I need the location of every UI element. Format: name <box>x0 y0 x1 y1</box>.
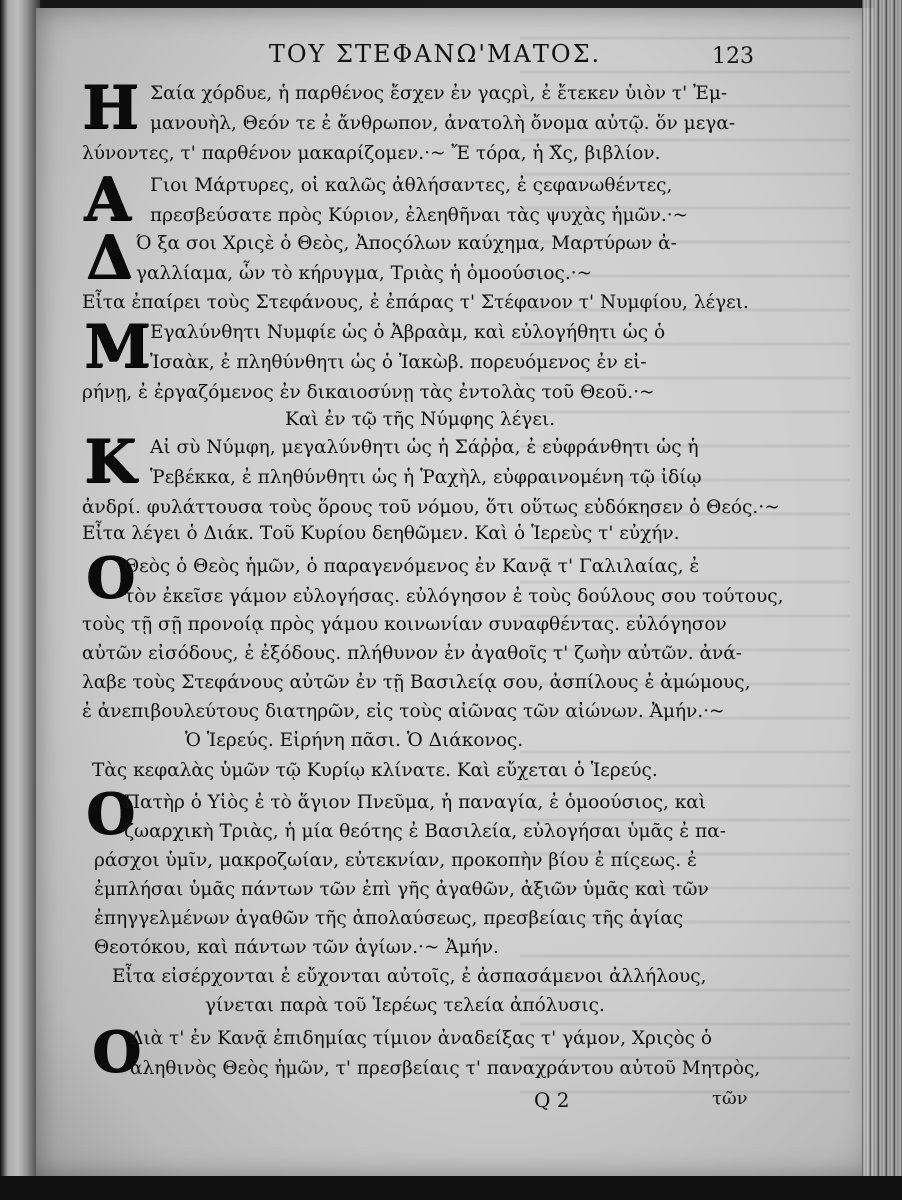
text-line-17: Θεὸς ὁ Θεὸς ἡμῶν, ὁ παραγενόμενος ἐν Κανᾷ τ' Γαλιλαίας, ἐ <box>124 556 700 577</box>
text-line-5: πρεσβεύσατε πρὸς Κύριον, ἐλεηθῆναι τὰς ψυχὰς ἡμῶν.·~ <box>150 205 689 226</box>
text-line-18: τὸν ἐκεῖσε γάμον εὐλογήσας. εὐλόγησον ἐ τοὺς δούλους σου τούτους, <box>124 586 784 607</box>
text-line-10: Ἰσαὰκ, ἐ πληθύνθητι ὡς ὁ Ἰακὼβ. πορευόμενος ἐν εἰ- <box>150 352 647 373</box>
rubric-line-32: γίνεται παρὰ τοῦ Ἱερέως τελεία ἀπόλυσις. <box>205 995 605 1016</box>
text-line-25: Πατὴρ ὁ Υἱὸς ἐ τὸ ἅγιον Πνεῦμα, ἡ παναγία, ἐ ὁμοούσιος, καὶ <box>124 792 707 813</box>
drop-cap-mu: Μ <box>84 312 151 382</box>
text-line-19: τοὺς τῇ σῇ προνοίᾳ πρὸς γάμου κοινωνίαν συναφθέντας. εὐλόγησον <box>82 614 727 635</box>
text-line-3: λύνοντες, τ' παρθένον μακαρίζομεν.·~ Ἔ τόρα, ἡ Χ̃ς, βιβλίον. <box>82 143 661 164</box>
text-line-26: ζωαρχικὴ Τριὰς, ἡ μία θεότης ἐ Βασιλεία, εὐλογήσαι ὑμᾶς ἐ πα- <box>124 821 726 842</box>
text-line-21: λαβε τοὺς Στεφάνους αὐτῶν ἐν τῇ Βασιλείᾳ σου, ἀσπίλους ἐ ἀμώμους, <box>82 672 751 693</box>
text-line-11: ρήνῃ, ἐ ἐργαζόμενος ἐν δικαιοσύνῃ τὰς ἐντολὰς τοῦ Θεοῦ.·~ <box>82 382 655 403</box>
page-number: 123 <box>712 44 754 69</box>
text-line-30: Θεοτόκου, καὶ πάντων τῶν ἁγίων.·~ Ἀμήν. <box>94 937 499 958</box>
text-line-9: Εγαλύνθητι Νυμφίε ὡς ὁ Ἀβραὰμ, καὶ εὐλογήθητι ὡς ὁ <box>150 322 666 343</box>
drop-cap-kappa: Κ <box>84 427 137 497</box>
text-line-34: ἀληθινὸς Θεὸς ἡμῶν, τ' πρεσβείαις τ' παναχράντου αὐτοῦ Μητρὸς, <box>130 1058 761 1079</box>
drop-cap-alpha: Α <box>84 165 131 235</box>
text-line-4: Γιοι Μάρτυρες, οἱ καλῶς ἀθλήσαντες, ἐ ςεφανωθέντες, <box>150 175 673 196</box>
rubric-line-8: Εἶτα ἐπαίρει τοὺς Στεφάνους, ἐ ἐπάρας τ' Στέφανον τ' Νυμφίου, λέγει. <box>82 292 749 313</box>
rubric-line-12: Καὶ ἐν τῷ τῆς Νύμφης λέγει. <box>285 409 556 430</box>
drop-cap-omicron-1: Ο <box>86 545 135 611</box>
text-line-14: Ῥεβέκκα, ἐ πληθύνθητι ὡς ἡ Ῥαχὴλ, εὐφραινομένη τῷ ἰδίῳ <box>150 467 702 488</box>
drop-cap-omicron-3: Ο <box>92 1019 141 1085</box>
rubric-line-24: Τὰς κεφαλὰς ὑμῶν τῷ Κυρίῳ κλίνατε. Καὶ εὔχεται ὁ Ἱερεύς. <box>92 760 658 781</box>
running-header: ΤΟΥ ΣΤΕΦΑΝΩ'ΜΑΤΟΣ. <box>268 40 602 68</box>
page-stack-edge <box>862 0 902 1200</box>
text-line-15: ἀνδρί. φυλάττουσα τοὺς ὅρους τοῦ νόμου, ὅτι οὕτως εὐδόκησεν ὁ Θεός.·~ <box>82 497 780 518</box>
text-line-1: Σαία χόρδυε, ἡ παρθένος ἔσχεν ἐν γαςρὶ, ἐ ἔτεκεν ὑιὸν τ' Ἐμ- <box>150 83 728 104</box>
catchword: τῶν <box>712 1088 748 1109</box>
text-line-2: μανουὴλ, Θεόν τε ἐ ἄνθρωπον, ἀνατολὴ ὄνομα αὐτῷ. ὅν μεγα- <box>150 113 736 134</box>
drop-cap-omicron-2: Ο <box>86 781 135 847</box>
text-line-6: Ό ξα σοι Χριςὲ ὁ Θεὸς, Ἀποςόλων καύχημα, Μαρτύρων ἀ- <box>136 233 677 254</box>
rubric-line-31: Εἶτα εἰσέρχονται ἐ εὔχονται αὐτοῖς, ἐ ἀσπασάμενοι ἀλλήλους, <box>112 966 707 987</box>
drop-cap-delta: Δ <box>86 223 133 293</box>
previous-page-edge <box>0 0 40 1200</box>
rubric-line-16: Εἶτα λέγει ὁ Διάκ. Τοῦ Κυρίου δεηθῶμεν. Καὶ ὁ Ἱερεὺς τ' εὐχήν. <box>82 523 680 544</box>
text-line-7: γαλλίαμα, ὧν τὸ κήρυγμα, Τριὰς ἡ ὁμοούσιος.·~ <box>136 263 593 284</box>
text-line-29: ἐπηγγελμένων ἀγαθῶν τῆς ἀπολαύσεως, πρεσβείαις τῆς ἁγίας <box>94 908 684 929</box>
signature-mark: Q 2 <box>534 1088 570 1112</box>
text-line-13: Αἰ σὺ Νύμφη, μεγαλύνθητι ὡς ἡ Σάῤῥα, ἐ εὐφράνθητι ὡς ἡ <box>150 437 699 458</box>
text-line-20: αὐτῶν εἰσόδους, ἐ ἐξόδους. πλήθυνον ἐν ἀγαθοῖς τ' ζωὴν αὐτῶν. ἀνά- <box>82 643 742 664</box>
rubric-line-23: Ὁ Ἱερεύς. Εἰρήνη πᾶσι. Ὁ Διάκονος. <box>185 730 524 751</box>
text-line-22: ἐ ἀνεπιβουλεύτους διατηρῶν, εἰς τοὺς αἰῶνας τῶν αἰώνων. Ἀμήν.·~ <box>82 701 725 722</box>
drop-cap-eta: Η <box>82 73 139 143</box>
scan-bottom-margin <box>0 1176 902 1200</box>
text-line-28: ἐμπλήσαι ὑμᾶς πάντων τῶν ἐπὶ γῆς ἀγαθῶν, ἀξιῶν ὑμᾶς καὶ τῶν <box>94 879 709 900</box>
text-line-27: ράσχοι ὑμῖν, μακροζωίαν, εὐτεκνίαν, προκοπὴν βίου ἐ πίςεως. ἐ <box>94 850 697 871</box>
text-line-33: Διὰ τ' ἐν Κανᾷ ἐπιδημίας τίμιον ἀναδείξας τ' γάμον, Χριςὸς ὁ <box>130 1028 713 1049</box>
